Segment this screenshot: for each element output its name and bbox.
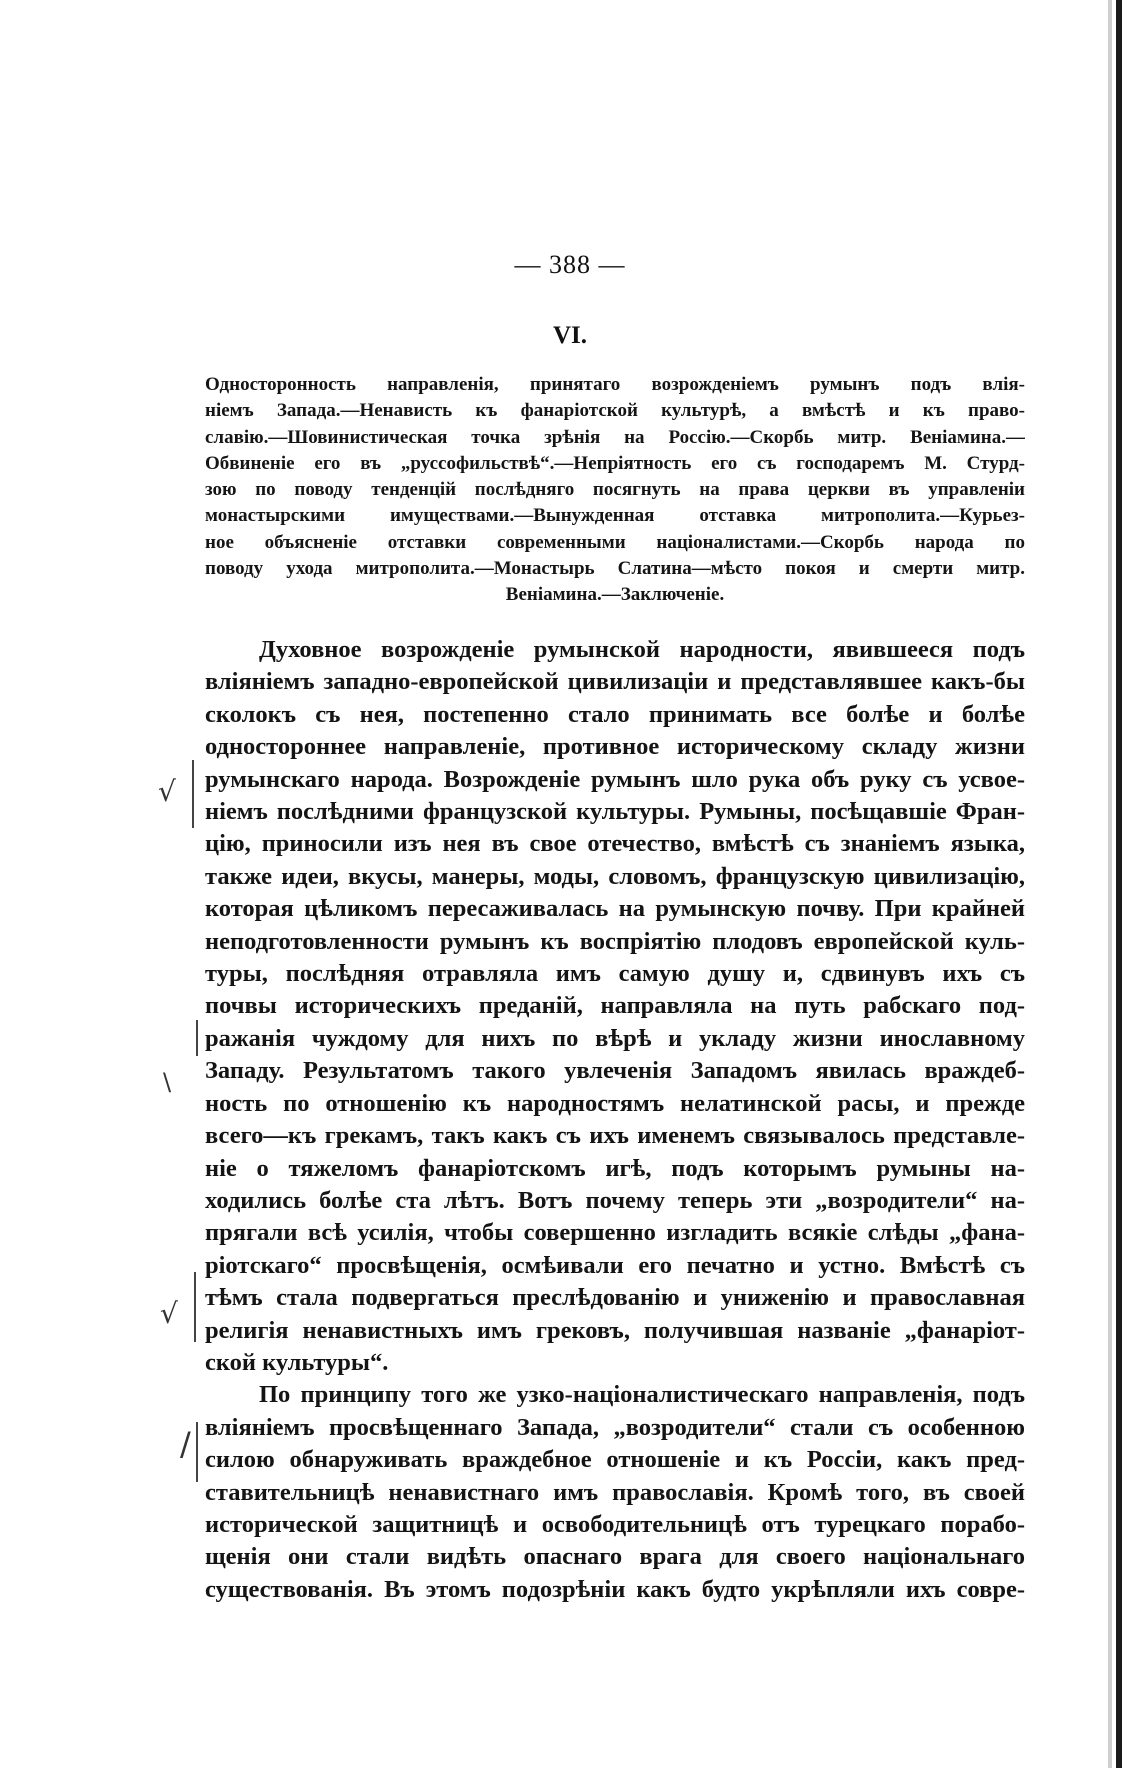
body-line: румынскаго народа. Возрожденіе румынъ шло рука объ руку съ усвое- [205,765,1025,793]
body-line: силою обнаруживать враждебное отношеніе и къ Россіи, какъ пред- [205,1446,1025,1474]
chapter-heading: VI. [552,322,588,349]
summary-line: Односторонность направленія, принятаго возрожденіемъ румынъ подъ влія- [205,374,1025,395]
margin-bracket-line [194,1272,196,1342]
margin-check-mark: √ [158,775,176,808]
body-line: которая цѣликомъ пересаживалась на румынскую почву. При крайней [205,895,1025,923]
summary-line: славію.—Шовинистическая точка зрѣнія на Россію.—Скорбь митр. Веніамина.— [205,426,1025,448]
body-text [205,634,1025,1606]
body-line: ской культуры“. [205,1348,389,1376]
body-line: По принципу того же узко-націоналистическаго направленія, подъ [259,1381,1025,1409]
body-line: щенія они стали видѣть опаснаго врага для своего національнаго [205,1543,1025,1571]
body-line: почвы историческихъ преданій, направляла на путь рабскаго под- [205,992,1025,1020]
body-line: существованія. Въ этомъ подозрѣніи какъ будто укрѣпляли ихъ совре- [205,1575,1025,1603]
body-line: вліяніемъ просвѣщеннаго Запада, „возродители“ стали съ особенною [205,1413,1025,1441]
summary-line: монастырскими имуществами.—Вынужденная отставка митрополита.—Курьез- [205,505,1025,527]
body-line: всего—къ грекамъ, такъ какъ съ ихъ именемъ связывалось представле- [205,1122,1025,1150]
body-line: одностороннее направленіе, противное историческому складу жизни [205,733,1025,761]
page-number: — 388 — [514,250,626,279]
body-line: туры, послѣдняя отравляла имъ самую душу и, сдвинувъ ихъ съ [205,960,1025,988]
body-line: ность по отношенію къ народностямъ нелатинской расы, и прежде [205,1089,1025,1117]
body-line: цію, приносили изъ нея въ свое отечество, вмѣстѣ съ знаніемъ языка, [205,830,1025,858]
body-line: ставительницѣ ненавистнаго имъ православія. Кромѣ того, въ своей [205,1478,1025,1506]
summary-line: Обвиненіе его въ „руссофильствѣ“.—Непріятность его съ господаремъ М. Стурд- [205,452,1025,474]
margin-bracket-line [196,1020,198,1056]
margin-check-mark: √ [160,1297,178,1330]
margin-slash-mark: \ [163,1068,172,1096]
summary-line: ніемъ Запада.—Ненависть къ фанаріотской культурѣ, а вмѣстѣ и къ право- [205,400,1025,422]
summary-line: зою по поводу тенденцій послѣдняго посягнуть на права церкви въ управленіи [205,479,1025,501]
body-line: тѣмъ стала подвергаться преслѣдованію и униженію и православная [205,1284,1025,1312]
body-line: сколокъ съ нея, постепенно стало принимать все болѣе и болѣе [205,700,1025,728]
body-line: также идеи, вкусы, манеры, моды, словомъ, французскую цивилизацію, [205,862,1025,890]
summary-line: Веніамина.—Заключеніе. [505,584,725,606]
body-line: ріотскаго“ просвѣщенія, осмѣивали его печатно и устно. Вмѣстѣ съ [205,1251,1025,1279]
body-line: ражанія чуждому для нихъ по вѣрѣ и укладу жизни инославному [205,1024,1025,1052]
body-line: исторической защитницѣ и освободительницѣ отъ турецкаго порабо- [205,1510,1025,1538]
body-line: Западу. Результатомъ такого увлеченія Западомъ явилась враждеб- [205,1057,1025,1085]
body-line: ніе о тяжеломъ фанаріотскомъ игѣ, подъ которымъ румыны на- [205,1154,1025,1182]
body-line: религія ненавистныхъ имъ грековъ, получившая названіе „фанаріот- [205,1316,1025,1344]
body-line: Духовное возрожденіе румынской народности, явившееся подъ [259,636,1025,663]
margin-slash-mark: / [180,1425,191,1463]
summary-line: ное объясненіе отставки современными націоналистами.—Скорбь народа по [205,531,1025,553]
summary-line: поводу ухода митрополита.—Монастырь Слатина—мѣсто покоя и смерти митр. [205,558,1025,580]
body-line: ходились болѣе ста лѣтъ. Вотъ почему теперь эти „возродители“ на- [205,1186,1025,1214]
chapter-summary [205,372,1025,609]
body-line: прягали всѣ усилія, чтобы совершенно изгладить всякіе слѣды „фана- [205,1219,1025,1247]
margin-bracket-line [196,1422,198,1482]
body-line: ніемъ послѣдними французской культуры. Румыны, посѣщавшіе Фран- [205,798,1025,826]
body-line: неподготовленности румынъ къ воспріятію плодовъ европейской куль- [205,927,1025,955]
margin-bracket-line [192,760,194,828]
body-line: вліяніемъ западно-европейской цивилизаціи и представлявшее какъ-бы [205,668,1025,696]
